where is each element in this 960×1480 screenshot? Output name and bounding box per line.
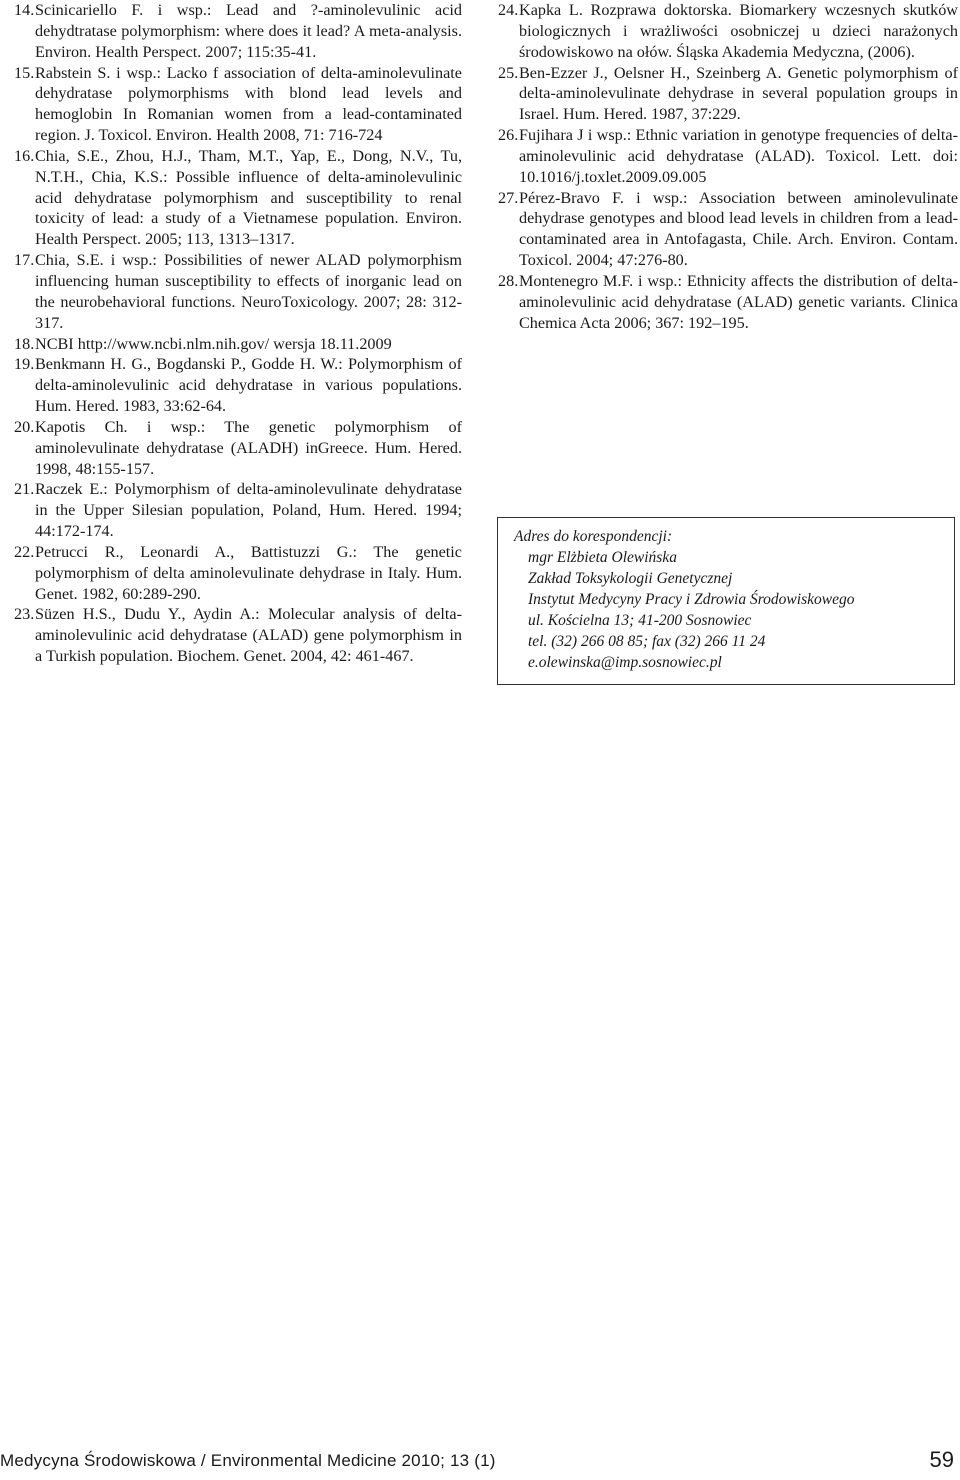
reference-text: Ben-Ezzer J., Oelsner H., Szeinberg A. Genetic polymorphism of delta-aminolevulinate dehydrase in several population groups in Israel. Hum. Hered. 1987, 37:229. xyxy=(519,63,958,124)
reference-27 xyxy=(498,188,958,271)
reference-22 xyxy=(14,542,462,605)
reference-25 xyxy=(498,63,958,126)
reference-text: Scinicariello F. i wsp.: Lead and ?-aminolevulinic acid dehydtratase polymorphism: where does it lead? A meta-analysis. Environ. Health Perspect. 2007; 115:35-41. xyxy=(35,1,462,61)
reference-16 xyxy=(14,146,462,250)
reference-number: 28. xyxy=(498,271,519,290)
reference-number: 18. xyxy=(14,334,35,353)
reference-28 xyxy=(498,271,958,334)
reference-text: Rabstein S. i wsp.: Lacko f association of delta-aminolevulinate dehydratase polymorphisms with blond lead levels and hemoglobin In Romanian women from a lead-contaminated region. J. Toxicol. Environ. Health 2008, 71: 716-724 xyxy=(35,63,462,145)
reference-text: Süzen H.S., Dudu Y., Aydin A.: Molecular analysis of delta-aminolevulinic acid dehydratase (ALAD) gene polymorphism in a Turkish population. Biochem. Genet. 2004, 42: 461-467. xyxy=(35,605,462,666)
page-footer xyxy=(0,1445,960,1475)
reference-text: Petrucci R., Leonardi A., Battistuzzi G.: The genetic polymorphism of delta aminolevulinate dehydrase in Italy. Hum. Genet. 1982, 60:289-290. xyxy=(35,542,462,603)
reference-number: 25. xyxy=(498,63,519,82)
reference-text: Kapka L. Rozprawa doktorska. Biomarkery wczesnych skutków biologicznych i wrażliwości osobniczej u dzieci narażonych środowiskowo na ołów. Śląska Akademia Medyczna, (2006). xyxy=(519,1,958,61)
reference-17 xyxy=(14,250,462,333)
reference-23 xyxy=(14,604,462,667)
correspondence-institute: Instytut Medycyny Pracy i Zdrowia Środowiskowego xyxy=(528,591,855,608)
reference-number: 21. xyxy=(14,480,35,499)
reference-number: 26. xyxy=(498,126,519,145)
reference-number: 17. xyxy=(14,251,35,270)
reference-number: 23. xyxy=(14,605,35,624)
reference-number: 14. xyxy=(14,1,35,19)
reference-14 xyxy=(14,0,462,63)
reference-text: Kapotis Ch. i wsp.: The genetic polymorphism of aminolevulinate dehydratase (ALADH) inGreece. Hum. Hered. 1998, 48:155-157. xyxy=(35,417,462,478)
reference-number: 16. xyxy=(14,146,35,165)
reference-18 xyxy=(14,334,462,355)
reference-21 xyxy=(14,479,462,542)
reference-15 xyxy=(14,63,462,146)
reference-number: 19. xyxy=(14,355,35,374)
reference-number: 15. xyxy=(14,63,35,82)
reference-number: 20. xyxy=(14,417,35,436)
reference-19 xyxy=(14,354,462,417)
correspondence-department: Zakład Toksykologii Genetycznej xyxy=(528,570,733,587)
correspondence-heading: Adres do korespondencji: xyxy=(514,528,673,545)
reference-number: 27. xyxy=(498,188,519,207)
reference-20 xyxy=(14,417,462,480)
references-left-column xyxy=(14,0,462,667)
correspondence-phone: tel. (32) 266 08 85; fax (32) 266 11 24 xyxy=(528,633,766,650)
reference-text: NCBI http://www.ncbi.nlm.nih.gov/ wersja 18.11.2009 xyxy=(35,334,392,353)
references-right-column xyxy=(498,0,958,334)
reference-text: Montenegro M.F. i wsp.: Ethnicity affects the distribution of delta-aminolevulinic acid dehydratase (ALAD) genetic variants. Clinica Chemica Acta 2006; 367: 192–195. xyxy=(519,271,958,332)
reference-26 xyxy=(498,125,958,188)
reference-text: Fujihara J i wsp.: Ethnic variation in genotype frequencies of delta-aminolevulinic acid dehydratase (ALAD). Toxicol. Lett. doi: 10.1016/j.toxlet.2009.09.005 xyxy=(519,126,958,186)
reference-number: 22. xyxy=(14,542,35,561)
correspondence-email: e.olewinska@imp.sosnowiec.pl xyxy=(528,654,722,671)
reference-24 xyxy=(498,0,958,63)
reference-text: Chia, S.E., Zhou, H.J., Tham, M.T., Yap, E., Dong, N.V., Tu, N.T.H., Chia, K.S.: Possible influence of delta-aminolevulinic acid dehydratase polymorphism and susceptibility to renal toxicity of lead: a study of a Vietnamese population. Environ. Health Perspect. 2005; 113, 1313–1317. xyxy=(35,146,462,249)
reference-text: Pérez-Bravo F. i wsp.: Association between aminolevulinate dehydrase genotypes and blood lead levels in children from a lead-contaminated area in Antofagasta, Chile. Arch. Environ. Contam. Toxicol. 2004; 47:276-80. xyxy=(519,188,958,270)
correspondence-street: ul. Kościelna 13; 41-200 Sosnowiec xyxy=(528,612,752,629)
correspondence-box xyxy=(497,517,955,685)
reference-text: Raczek E.: Polymorphism of delta-aminolevulinate dehydratase in the Upper Silesian population, Poland, Hum. Hered. 1994; 44:172-174. xyxy=(35,480,462,541)
reference-text: Chia, S.E. i wsp.: Possibilities of newer ALAD polymorphism influencing human susceptibility to effects of inorganic lead on the neurobehavioral functions. NeuroToxicology. 2007; 28: 312-317. xyxy=(35,251,462,332)
journal-title: Medycyna Środowiskowa / Environmental Medicine 2010; 13 (1) xyxy=(0,1451,496,1470)
page-number: 59 xyxy=(929,1447,954,1472)
reference-text: Benkmann H. G., Bogdanski P., Godde H. W.: Polymorphism of delta-aminolevulinic acid dehydratase in various populations. Hum. Hered. 1983, 33:62-64. xyxy=(35,355,462,416)
correspondence-name: mgr Elżbieta Olewińska xyxy=(528,549,677,566)
reference-number: 24. xyxy=(498,1,519,19)
